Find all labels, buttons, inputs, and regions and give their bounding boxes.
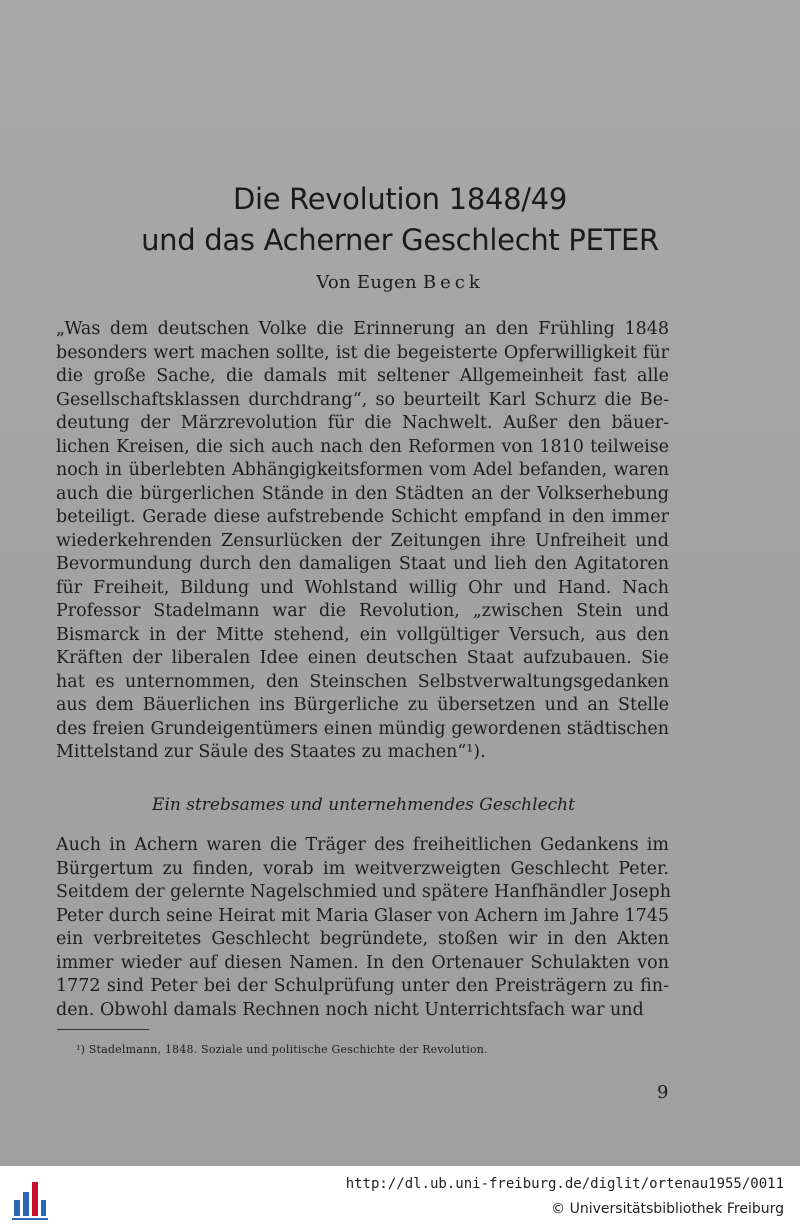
section-subheading: Ein strebsames und unternehmendes Geschlecht [152,795,575,815]
page-number: 9 [657,1082,669,1103]
text-line: aus dem Bäuerlichen ins Bürgerliche zu übersetzen und an Stelle [56,695,669,715]
footnote: ¹) Stadelmann, 1848. Soziale und politische Geschichte der Revolution. [76,1043,488,1056]
text-line: ein verbreitetes Geschlecht begründete, stoßen wir in den Akten [56,929,669,949]
text-line: des freien Grundeigentümers einen mündig gewordenen städtischen [56,718,669,739]
footnote-rule [57,1029,149,1030]
text-line: Kräften der liberalen Idee einen deutschen Staat aufzubauen. Sie [56,648,669,668]
text-line: „Was dem deutschen Volke die Erinnerung an den Frühling 1848 [56,319,669,339]
text-line: für Freiheit, Bildung und Wohlstand willig Ohr und Hand. Nach [56,577,669,598]
text-line: noch in überlebten Abhängigkeitsformen vom Adel befanden, waren [56,460,669,480]
paragraph-1 [56,318,669,765]
text-line: deutung der Märzrevolution für die Nachwelt. Außer den bäuer- [56,413,669,433]
author-line [0,272,800,293]
footer-bar [0,1166,800,1226]
text-line: besonders wert machen sollte, ist die begeisterte Opferwilligkeit für [56,342,669,363]
text-line: Auch in Achern waren die Träger des freiheitlichen Gedankens im [56,835,669,855]
article-title-line2: und das Acherner Geschlecht PETER [141,223,659,257]
text-line: 1772 sind Peter bei der Schulprüfung unter den Preisträgern zu fin- [56,976,669,996]
ub-freiburg-logo-icon [12,1178,48,1222]
copyright-text: © Universitätsbibliothek Freiburg [551,1201,784,1217]
text-line: hat es unternommen, den Steinschen Selbstverwaltungsgedanken [56,671,669,692]
text-line: beteiligt. Gerade diese aufstrebende Schicht empfand in den immer [56,507,669,527]
article-title-line1: Die Revolution 1848/49 [232,182,568,216]
text-line: immer wieder auf diesen Namen. In den Ortenauer Schulakten von [56,952,669,973]
text-line: den. Obwohl damals Rechnen noch nicht Unterrichtsfach war und [56,999,644,1020]
text-line: Peter durch seine Heirat mit Maria Glaser von Achern im Jahre 1745 [56,905,670,926]
source-url[interactable]: http://dl.ub.uni-freiburg.de/diglit/ortenau1955/0011 [345,1176,784,1192]
text-line: Mittelstand zur Säule des Staates zu machen“¹). [56,742,486,762]
text-line: Bismarck in der Mitte stehend, ein vollgültiger Versuch, aus den [56,624,669,645]
author-prefix: Von Eugen [316,272,423,293]
text-line: Bevormundung durch den damaligen Staat und lieh den Agitatoren [56,554,669,574]
text-line: auch die bürgerlichen Stände in den Städten an der Volkserhebung [56,483,669,504]
text-line: Gesellschaftsklassen durchdrang“, so beurteilt Karl Schurz die Be- [56,389,669,410]
text-line: die große Sache, die damals mit seltener Allgemeinheit fast alle [56,366,669,386]
text-line: lichen Kreisen, die sich auch nach den Reformen von 1810 teilweise [56,436,669,457]
text-line: Professor Stadelmann war die Revolution, „zwischen Stein und [56,601,669,621]
text-line: Seitdem der gelernte Nagelschmied und spätere Hanfhändler Joseph [56,882,672,902]
paragraph-2 [56,834,672,1022]
text-line: Bürgertum zu finden, vorab im weitverzweigten Geschlecht Peter. [56,858,669,879]
text-line: wiederkehrenden Zensurlücken der Zeitungen ihre Unfreiheit und [56,530,669,551]
author-name: Beck [422,272,484,293]
